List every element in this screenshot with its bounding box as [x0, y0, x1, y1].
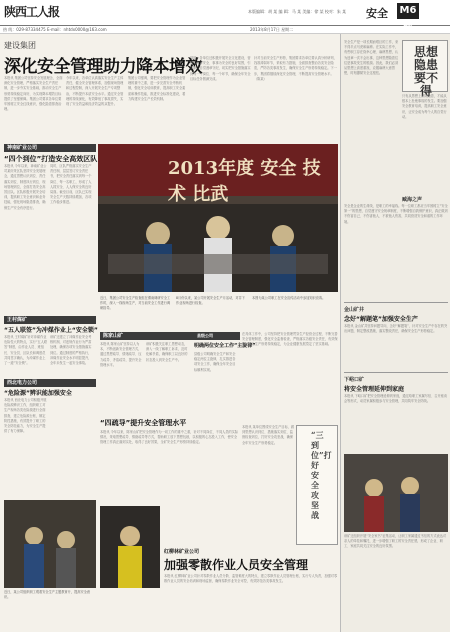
story-text-wangcun: 本报讯 王村煤矿针对冲煤作业危险性大的特点，实行“五人联签”制度，由作业人员、班组长、安全员、区队长和调度员共同签字确认，为冲煤作业上了一道“安全锁”。 — [4, 335, 48, 366]
banner-photo — [98, 144, 338, 292]
story-label-hongliulin: 红柳林矿业公司 — [164, 549, 200, 555]
banner-caption-2: 8月份以来，某公司开展安全生产月活动，对井下作业现场进行检查。 — [176, 296, 245, 305]
opinion-title: 思想隐患要不得 — [413, 45, 438, 98]
sidebar-divider-1 — [344, 302, 448, 303]
section-band-wangcun: 王村煤矿 — [4, 316, 96, 324]
lead-text-col5: 针对当前安全生产形势，集团要求各单位要认真分析研判，找准薄弱环节，采取有力措施，全面排查整治各类安全隐患，严防各类事故发生，确保安全生产形势持续稳定。下一步，集团将继续深化安全管理，不断提高安全管理水平。（陈某） — [254, 56, 337, 81]
box-title: “三到位”打好安全攻坚战 — [311, 430, 332, 520]
section-band-xibei: 西北电力公司 — [4, 379, 96, 387]
story-text-xibei: 本报讯 西北电力公司积极开展危险源辨识工作，组织职工对生产现场各类危险源进行全面排查，建立危险源台账，制定防控措施，有效提升了职工的安全防范能力，为安全生产提供了有力保障。 — [4, 398, 47, 434]
section-title: 安全 — [366, 7, 388, 20]
story-headline-chenjiashan: “四疏导”提升安全管理水平 — [100, 419, 187, 427]
hotline-text: 热 线：029-87334475 E-mail：nhtdx0000@163.com — [3, 27, 107, 32]
article-deck: 建设集团 — [4, 41, 36, 50]
story-text-right-mid: 在具体工作中，公司坚持把安全管理贯穿生产经营全过程，不断完善安全管理制度，强化安全监督检查，严格落实各级安全责任，有效保障了安全生产形势持续稳定，为企业健康发展奠定了坚实基础。 — [242, 332, 338, 347]
family-meeting-photo — [344, 454, 448, 532]
story-headline-shennan: “四个到位”打造安全高效区队 — [4, 155, 98, 163]
story-headline-hongliulin: 加强零散作业人员安全管理 — [164, 558, 309, 572]
brief1-headline: 念好“解题笔”加强安全生产 — [344, 316, 418, 323]
story-text-shennan-col1: 本报讯 今年以来，神南矿业公司某综采区队坚持安全发展理念，通过思想认识到位、责任落实到位、制度执行到位、现场管理到位，全面打造安全高效区队。区队积极开展安全培训，提高职工安全意识和业务技能，强化现场隐患排查，确保生产安全有序进行。 — [4, 164, 47, 210]
page-header — [0, 0, 450, 26]
story-headline-wangcun: “五人联签”为冲煤作业上“安全锁” — [4, 327, 98, 334]
miner-photo — [100, 506, 160, 588]
brief1-text: 本报讯 金山矿井坚持问题导向，念好“解题笔”，针对安全生产中存在的突出问题，制定整改措施，落实整改责任，确保安全生产形势稳定。 — [344, 324, 448, 334]
story-headline-county: 明确两位安全工作“主旋律” — [194, 343, 256, 349]
newspaper-logo: 陕西工人报 — [4, 5, 60, 19]
lead-text-col3: 集团公司强调，要把安全管理作为企业管理的重中之重，进一步完善安全考核机制，强化安全培训教育，提高职工安全素质和操作技能，推进安全标准化建设，着力构建安全生产长效机制。 — [128, 76, 186, 101]
story-text-mid-col2: 该矿积极关注职工思想动态，深入一线了解职工诉求，及时化解矛盾，确保职工以良好的状态投入到安全生产中。 — [146, 342, 188, 362]
brief2-label: 下峪口矿 — [344, 377, 365, 383]
story-text-shennan-col2: 同时，区队严格落实安全生产责任制，层层签订安全责任书，把安全责任落实到每一个岗位、每一名职工，形成了人人抓安全、人人保安全的良好局面。截至目前，区队已实现安全生产天数持续增加，各项工作稳步推进。 — [50, 164, 92, 205]
bottom-photo-left — [4, 500, 96, 588]
opinion-text-col2: 只有从思想上消除隐患，才能从根本上杜绝事故的发生。要加强安全教育培训，提高职工安全意识，让安全成为每个人的自觉行动。 — [402, 94, 447, 119]
brief2-headline: 将安全管理延伸到家庭 — [344, 386, 405, 393]
story-text-left-col2: 该矿还建立了冲煤作业安全考核机制，对违规作业行为严肃处理，确保各项安全措施落实到位。通过制度的严格执行，冲煤作业安全水平明显提升，全年未发生一起安全事故。 — [50, 335, 92, 366]
sidebar-photo — [344, 454, 448, 532]
sidebar-box-three-places — [296, 425, 338, 545]
banner-text: 2013年度 安全 技术 比武 — [168, 158, 321, 205]
story-text-hongliulin: 本报讯 红柳林矿业公司针对零散作业人员分散、监管难度大的特点，建立零散作业人员管理台账，实行专人负责，加强对零散作业人员的安全培训和现场监督，确保零散作业安全可控，有效防范各类事故发生。 — [164, 574, 338, 584]
opinion-author: 臧海之声 — [402, 197, 423, 203]
lead-text-col2: 今年以来，各单位认真落实安全生产主体责任，健全安全管理体系，加强现场管理和过程控制，深入开展安全生产专项整治，不断提升本质安全水平。通过安全管理的持续深化，有效降低了事故损失，实现了安全效益和经济效益的双提升。 — [66, 76, 124, 107]
sidebar-divider-2 — [344, 372, 448, 373]
opinion-box — [402, 40, 448, 98]
issue-date: 2013年8月17日 星期二 — [250, 27, 294, 32]
brief1-label: 金山矿井 — [344, 307, 365, 313]
sidebar-text-bottom: 该矿还组织开展“安全家书”征集活动，让职工家属通过书信的方式表达对亲人的牵挂和嘱托，进一步增强了职工的安全责任感，形成了企业、职工、家庭共同关注安全的良好氛围。 — [344, 534, 447, 549]
opinion-text-col1: 安全生产是一项长期而艰巨的工作，来不得半点马虎和麻痹。在实际工作中，有些职工存在侥幸心理、麻痹思想，认为违章一次不会出事，这种思想隐患往往是事故发生的根源。因此，我们必须从思想上高度重视，克服麻痹大意思想，时刻绷紧安全这根弦。 — [344, 40, 399, 76]
brief2-text: 本报讯 下峪口矿把安全管理延伸到家庭，通过给职工家属写信、召开座谈会等形式，动员家属积极参与安全管理，共同筑牢安全防线。 — [344, 394, 448, 404]
banner-caption-3: 本图为某公司职工在安全宣传活动中参加知识竞赛。 — [252, 296, 326, 300]
chenjiashan-label: 陈家山矿 — [103, 333, 124, 339]
hotline-strip — [0, 26, 450, 34]
editor-credits: 本版编辑：胡 某 编 辑：马 某 美编：徐 某 校对：朱 某 — [248, 9, 347, 14]
bottom-photo-mid — [100, 506, 160, 588]
page-badge: M6 — [397, 3, 419, 19]
workers-photo — [4, 500, 96, 588]
section-band-shennan: 神南矿业公司 — [4, 144, 96, 152]
lead-headline: 深化安全管理助力降本增效 — [4, 57, 202, 77]
story-headline-xibei: “危险源”辨识能加强安全 — [4, 390, 72, 397]
story-text-chenjiashan: 本报讯 今年以来，陈家山矿把安全管理作为一切工作的重中之重，针对不同岗位、不同人员的实际情况，采取思想疏导、情绪疏导等方式，帮助职工放下思想包袱，以积极的心态投入工作，使安全管理工作真正落到实处，取得了良好效果，全矿安全生产形势持续稳定。 — [100, 430, 239, 445]
bottom-photo-caption: 近日，某公司组织职工观看安全生产主题教育片，提高安全意识。 — [4, 590, 91, 599]
story-text-box-side: 本报讯 某单位围绕安全生产目标，做到思想认识到位、措施落实到位、监督检查到位，打好安全攻坚战，确保全年安全生产形势稳定。 — [242, 425, 294, 445]
story-text-mid-col1: 本报讯 陈家山矿坚持以人为本，不断创新安全管理方式，通过思想疏导、情绪疏导、压力疏导、矛盾疏导，提升安全管理水平。 — [100, 342, 142, 367]
banner-caption-1: 近日，集团公司安全生产检查组在渭南调研安全工作时，深入一线现场生产，对当前安全工作进行调研指导。 — [100, 296, 171, 310]
opinion-text-bottom: 安全是企业的生命线，是职工的幸福线。每一位职工都应当牢固树立“安全第一”的思想，自觉遵守安全规章制度，不断增强自我保护意识，真正做到不伤害自己、不伤害他人、不被他人伤害，共同营造安全和谐的工作环境。 — [344, 204, 448, 224]
story-text-county: 县级公司明确安全生产和安全稳定两位主旋律，扎实推进各项安全工作，确保全年安全目标顺利实现。 — [194, 352, 236, 372]
lead-text-col4: 同时，各单位还积极开展安全文化建设，营造人人讲安全、事事为安全的良好氛围，引导职工自觉遵章守纪，切实把安全措施落实到每一个岗位、每一个环节，确保全年安全目标任务圆满完成。 — [190, 56, 251, 81]
lead-text-col1: 本报讯 集团公司坚持安全发展理念，全面深化安全管理，严格落实安全生产责任制，进一步夯实安全基础，推动安全生产形势持续稳定向好，为实现降本增效目标提供了坚强保障。集团公司要求各单位要牢固树立安全红线意识，强化隐患排查治理。 — [4, 76, 63, 112]
section-band-county: 县级公司 — [194, 332, 240, 340]
